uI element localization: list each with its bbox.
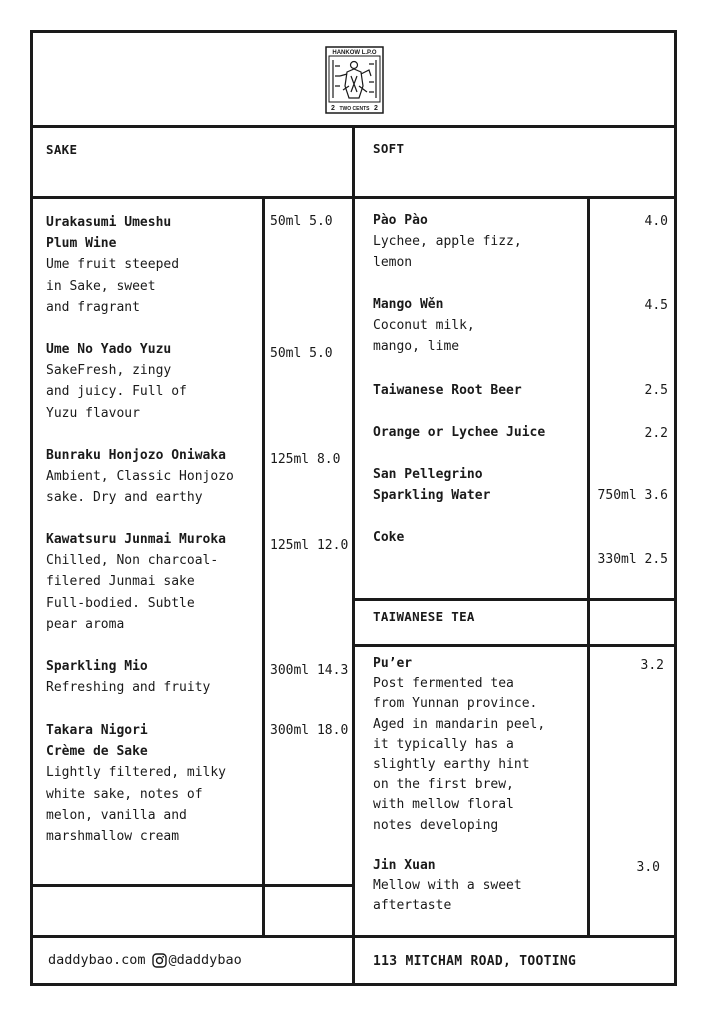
divider-center [352,125,355,986]
item-description: Chilled, Non charcoal- filered Junmai sake Full-bodied. Subtle pear aroma [46,553,219,632]
item-description: Lightly filtered, milky white sake, notes of melon, vanilla and marshmallow cream [46,765,227,845]
soft-price-pao-pao: 4.0 [644,214,668,229]
divider-sake-price [262,196,265,935]
tea-item-jin-xuan [373,856,522,917]
item-name: Pào Pào [373,213,428,228]
sake-price-sparkling-mio: 300ml 14.3 [270,663,349,678]
sake-price-kawatsuru: 125ml 12.0 [270,538,349,553]
item-name: Mango Wěn [373,297,444,312]
item-description: Mellow with a sweet aftertaste [373,878,522,914]
sake-item-bunraku [46,445,234,509]
soft-price-coke: 330ml 2.5 [597,552,668,567]
soft-item-pao-pao [373,210,522,274]
soft-price-mango-wen: 4.5 [644,298,668,313]
sake-price-ume-no-yado: 50ml 5.0 [270,346,333,361]
sake-price-bunraku: 125ml 8.0 [270,452,341,467]
tea-item-puer [373,654,545,836]
item-name: Orange or Lychee Juice [373,425,546,440]
soft-price-root-beer: 2.5 [644,383,668,398]
footer-address: 113 MITCHAM ROAD, TOOTING [373,954,577,969]
item-description: SakeFresh, zingy and juicy. Full of Yuzu flavour [46,363,187,421]
hankow-stamp-logo [325,46,384,114]
soft-section-title: SOFT [373,141,405,156]
stamp-bottom-text: TWO CENTS [339,106,370,112]
sake-price-urakasumi: 50ml 5.0 [270,214,333,229]
stamp-denomination-right: 2 [374,105,378,112]
sake-section-title: SAKE [46,142,78,157]
item-name: Kawatsuru Junmai Muroka [46,532,227,547]
item-name: Jin Xuan [373,858,436,873]
tea-price-puer: 3.2 [640,658,664,673]
instagram-icon [152,953,167,968]
item-name: Taiwanese Root Beer [373,383,522,398]
item-description: Lychee, apple fizz, lemon [373,234,522,271]
item-description: Ume fruit steeped in Sake, sweet and fragrant [46,257,180,315]
soft-item-root-beer [373,380,522,401]
item-name: Takara Nigori Crème de Sake [46,723,148,760]
tea-section-title: TAIWANESE TEA [373,609,475,624]
item-name: Coke [373,530,405,545]
footer-contact [48,952,242,968]
item-name: San Pellegrino Sparkling Water [373,467,491,504]
divider-soft-price [587,196,590,935]
item-description: Ambient, Classic Honjozo sake. Dry and earthy [46,469,234,506]
stamp-top-text: HANKOW L.P.O [332,50,377,56]
soft-item-san-pellegrino [373,464,490,506]
item-name: Pu’er [373,656,413,671]
sake-item-sparkling-mio [46,656,210,698]
sake-item-kawatsuru [46,529,226,635]
item-description: Post fermented tea from Yunnan province. Aged in mandarin peel, it typically has a slightly earthy hint on the first brew, with mellow floral notes developing [373,676,546,833]
sake-price-takara-nigori: 300ml 18.0 [270,723,349,738]
soft-item-coke [373,527,404,548]
tea-price-jin-xuan: 3.0 [636,860,660,875]
soft-price-juice: 2.2 [644,426,668,441]
sake-item-takara-nigori [46,720,226,847]
sake-item-ume-no-yado [46,339,187,424]
soft-item-juice [373,422,545,443]
website-link[interactable]: daddybao.com [48,952,146,968]
item-name: Sparkling Mio [46,659,148,674]
instagram-handle[interactable]: @daddybao [168,952,242,968]
divider-tea-top [352,598,677,601]
item-description: Refreshing and fruity [46,680,211,696]
soft-price-san-pellegrino: 750ml 3.6 [597,488,668,503]
item-description: Coconut milk, mango, lime [373,318,475,355]
item-name: Bunraku Honjozo Oniwaka [46,448,227,463]
sake-item-urakasumi [46,212,179,318]
item-name: Urakasumi Umeshu Plum Wine [46,215,172,252]
stamp-denomination-left: 2 [331,105,335,112]
divider-sake-bottom [30,884,355,887]
soft-item-mango-wen [373,294,475,358]
item-name: Ume No Yado Yuzu [46,342,172,357]
divider-tea-bottom [352,644,677,647]
